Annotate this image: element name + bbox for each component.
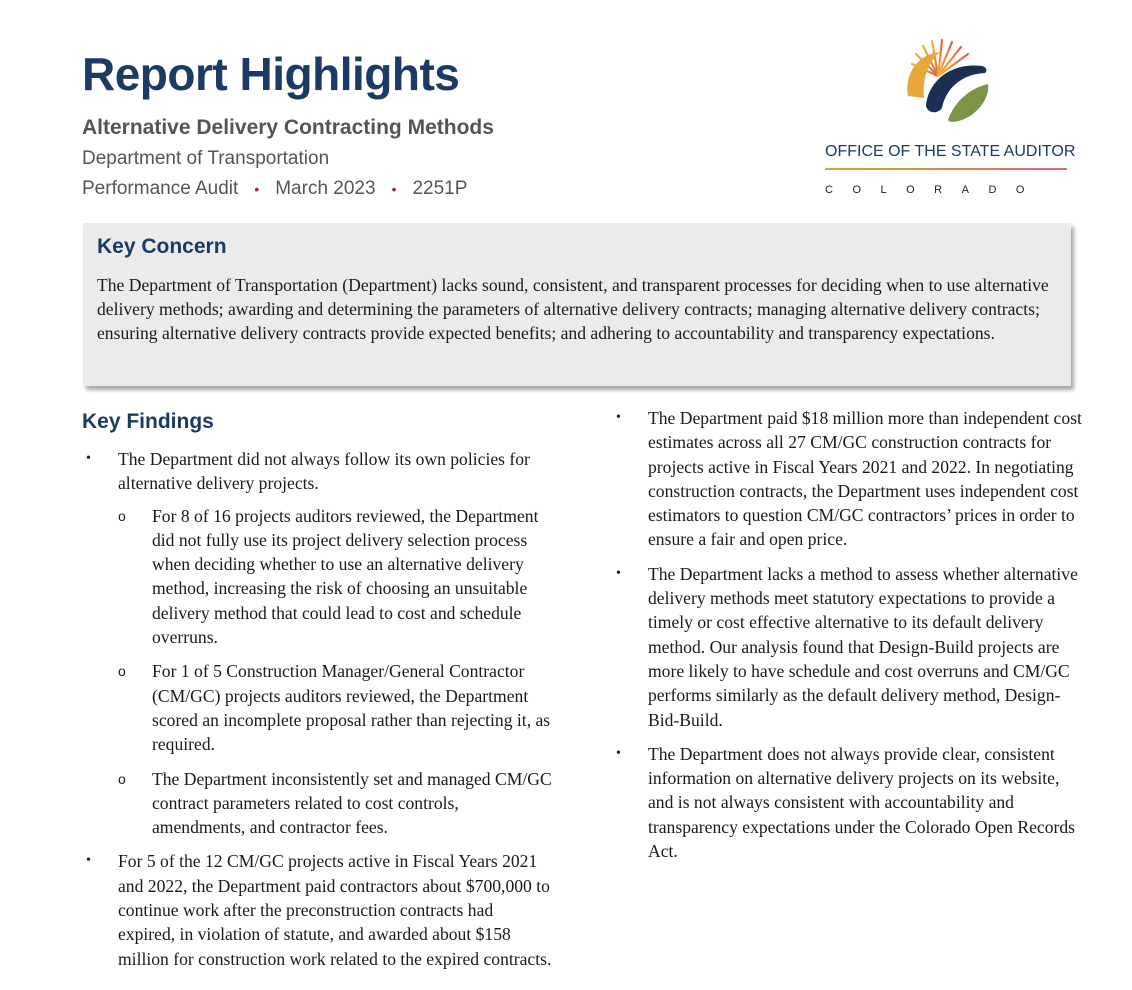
sub-bullet-icon: o <box>118 770 126 787</box>
sunrise-mountain-logo-icon <box>890 36 1000 126</box>
office-state: COLORADO <box>825 184 1044 196</box>
meta-separator-dot: • <box>391 181 397 197</box>
sub-finding-text: The Department inconsistently set and managed CM/GC contract parameters related to cost controls, amendments, and contractor fees. <box>152 768 552 838</box>
key-concern-heading: Key Concern <box>97 235 227 258</box>
department-name: Department of Transportation <box>82 148 330 169</box>
finding-item <box>82 447 552 839</box>
finding-text: The Department did not always follow its own policies for alternative delivery projects. <box>118 449 530 494</box>
finding-text: The Department does not always provide clear, consistent information on alternative delivery projects on its website, and is not always consistent with accountability and transparency expectations under the Colorado Open Records Act. <box>648 743 1075 862</box>
bullet-icon: • <box>86 853 91 869</box>
finding-sublist <box>118 504 552 840</box>
sub-finding-item <box>118 659 552 756</box>
report-number: 2251P <box>412 178 468 199</box>
finding-item <box>612 742 1082 863</box>
bullet-icon: • <box>616 745 621 761</box>
bullet-icon: • <box>616 565 621 581</box>
finding-item <box>82 849 552 970</box>
sub-finding-item <box>118 767 552 840</box>
sub-bullet-icon: o <box>118 663 126 680</box>
sub-bullet-icon: o <box>118 507 126 524</box>
finding-text: For 5 of the 12 CM/GC projects active in Fiscal Years 2021 and 2022, the Department paid contractors about $700,000 to continue work after the preconstruction contracts had expired, in violation of statute, and awarded about $158 million for construction work related to the expired contracts. <box>118 851 552 969</box>
sub-finding-text: For 1 of 5 Construction Manager/General Contractor (CM/GC) projects auditors reviewed, the Department scored an incomplete proposal rather than rejecting it, as required. <box>152 661 551 755</box>
report-meta-line <box>82 176 467 202</box>
bullet-icon: • <box>616 410 621 425</box>
audit-type: Performance Audit <box>82 178 239 199</box>
sub-finding-text: For 8 of 16 projects auditors reviewed, the Department did not fully use its project delivery selection process when deciding whether to use an alternative delivery method, increasing the risk of choosing an unsuitable delivery method that could lead to cost and schedule overruns. <box>152 505 539 648</box>
bullet-icon: • <box>86 451 91 466</box>
finding-text: The Department paid $18 million more than independent cost estimates across all 27 CM/GC construction contracts for projects active in Fiscal Years 2021 and 2022. In negotiating construction contracts, the Department uses independent cost estimators to question CM/GC contractors’ prices in order to ensure a fair and open price. <box>648 408 1082 550</box>
key-findings-heading: Key Findings <box>82 410 214 433</box>
key-concern-box <box>83 223 1071 386</box>
findings-right-column <box>612 406 1082 873</box>
report-subtitle: Alternative Delivery Contracting Methods <box>82 116 494 139</box>
sub-finding-item <box>118 504 552 650</box>
finding-text: The Department lacks a method to assess whether alternative delivery methods meet statutory expectations to provide a timely or cost effective alternative to its default delivery method. Our analysis found that Design-Build projects are more likely to have schedule and cost overruns and CM/GC performs similarly as the default delivery method, Design-Bid-Build. <box>648 563 1078 730</box>
findings-left-column <box>82 447 552 981</box>
key-concern-text: The Department of Transportation (Department) lacks sound, consistent, and transparent processes for deciding when to use alternative delivery methods; awarding and determining the parameters of alternative delivery contracts; managing alternative delivery contracts; ensuring alternative delivery contracts provide expected benefits; and adhering to accountability and transparency expectations. <box>97 275 1049 343</box>
finding-item <box>612 562 1082 732</box>
report-date: March 2023 <box>275 178 376 199</box>
office-name: OFFICE OF THE STATE AUDITOR <box>825 143 1076 160</box>
meta-separator-dot: • <box>254 181 260 197</box>
report-title: Report Highlights <box>82 48 460 100</box>
logo-divider <box>825 168 1067 170</box>
finding-item <box>612 406 1082 552</box>
